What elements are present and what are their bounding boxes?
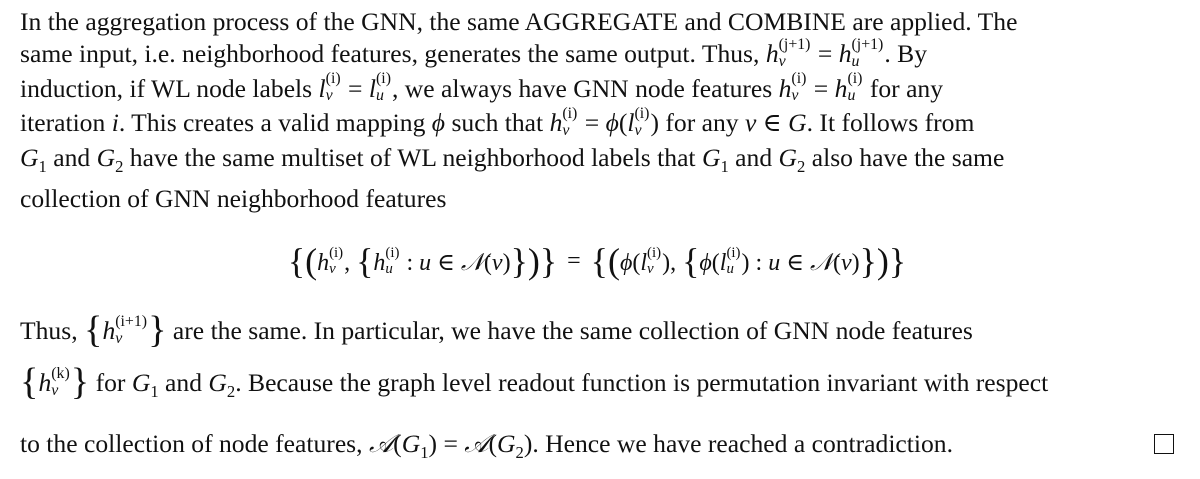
text-span: . By [884, 39, 928, 69]
text-span: . It follows from [806, 108, 975, 138]
math-G1: $G_1$ [20, 142, 47, 176]
equals-sign: = [567, 247, 581, 274]
text-span: . Hence we have reached a contradiction. [532, 429, 954, 459]
math-A-G1-eq-A-G2: $𝒜(G_1)$ = $𝒜(G_2)$ [368, 429, 533, 463]
math-l-u: l (i) u [368, 70, 391, 105]
math-G1: $G_1$ [131, 368, 159, 402]
text-line: iteration i. This creates a valid mapping ϕ such that h (i) v = ϕ(l (i) v ) for any v ∈ G. It follows from [20, 104, 975, 139]
text-span: , we always have GNN node features [392, 73, 773, 103]
text-span: In the aggregation process of the GNN, the same AGGREGATE and COMBINE are applied. The [20, 7, 1018, 36]
text-span: same input, i.e. neighborhood features, generates the same output. Thus, [20, 39, 760, 69]
proof-paragraph-2 [20, 305, 1174, 479]
text-span: and [735, 142, 773, 172]
text-line: same input, i.e. neighborhood features, generates the same output. Thus, h (j+1) v = h (j+1) u . By [20, 35, 928, 70]
text-span: iteration [20, 108, 106, 138]
text-span: for any [869, 73, 944, 103]
proof-paragraph-1 [20, 6, 1174, 215]
math-v-in-G: v ∈ G [745, 108, 807, 138]
math-G2: $G_2$ [96, 142, 124, 176]
math-G2: $G_2$ [208, 368, 236, 402]
text-span: to the collection of node features, [20, 429, 363, 459]
text-line [20, 357, 1174, 418]
math-set-h-v-k: {h (k) v } [20, 361, 90, 404]
text-span: collection of GNN neighborhood features [20, 184, 447, 214]
text-span: such that [451, 108, 544, 138]
text-line [20, 183, 1174, 215]
text-span: induction, if WL node labels [20, 73, 313, 103]
text-span: for [95, 368, 126, 398]
text-span: . Because the graph level readout function is permutation invariant with respect [235, 368, 1049, 398]
text-span: and [165, 368, 202, 398]
text-span: are the same. In particular, we have the same collection of GNN node features [172, 316, 973, 346]
math-h-v: h (i) v [778, 70, 807, 105]
math-i: i [111, 108, 119, 138]
text-span: . This creates a valid mapping [118, 108, 426, 138]
text-span: have the same multiset of WL neighborhood labels that [129, 142, 696, 172]
math-h-v: h (i) v [549, 104, 578, 139]
math-l-v: l (i) v [318, 70, 341, 105]
qed-square-icon [1154, 434, 1174, 454]
math-h-u: h (j+1) u [838, 35, 884, 70]
text-line [20, 305, 1174, 357]
math-phi: ϕ [431, 108, 446, 138]
equation-rhs: {(ϕ(l (i) v ), {ϕ(l (i) u ) : u ∈ 𝒩(v)})} [590, 240, 907, 281]
math-phi-l-v: ϕ(l (i) v ) [605, 104, 659, 139]
math-G1: $G_1$ [701, 142, 729, 176]
text-line [20, 418, 1174, 479]
math-h-u: h (i) u [834, 70, 863, 105]
text-span: for any [665, 108, 739, 138]
text-line: induction, if WL node labels l (i) v = l (i) u , we always have GNN node features h (i) v = h (i) u for any [20, 70, 944, 105]
math-G2: $G_2$ [778, 142, 806, 176]
text-span: Thus, [20, 316, 78, 346]
text-line [20, 142, 1174, 183]
math-h-v: h (j+1) v [765, 35, 811, 70]
display-equation [20, 217, 1174, 305]
text-line [20, 6, 1174, 38]
text-span: and [53, 142, 91, 172]
math-set-h-v-i1: {h (i+1) v } [84, 309, 167, 352]
equation-lhs: {(h (i) v , {h (i) u : u ∈ 𝒩(v)})} [287, 240, 558, 281]
text-span: also have the same [811, 142, 1005, 172]
